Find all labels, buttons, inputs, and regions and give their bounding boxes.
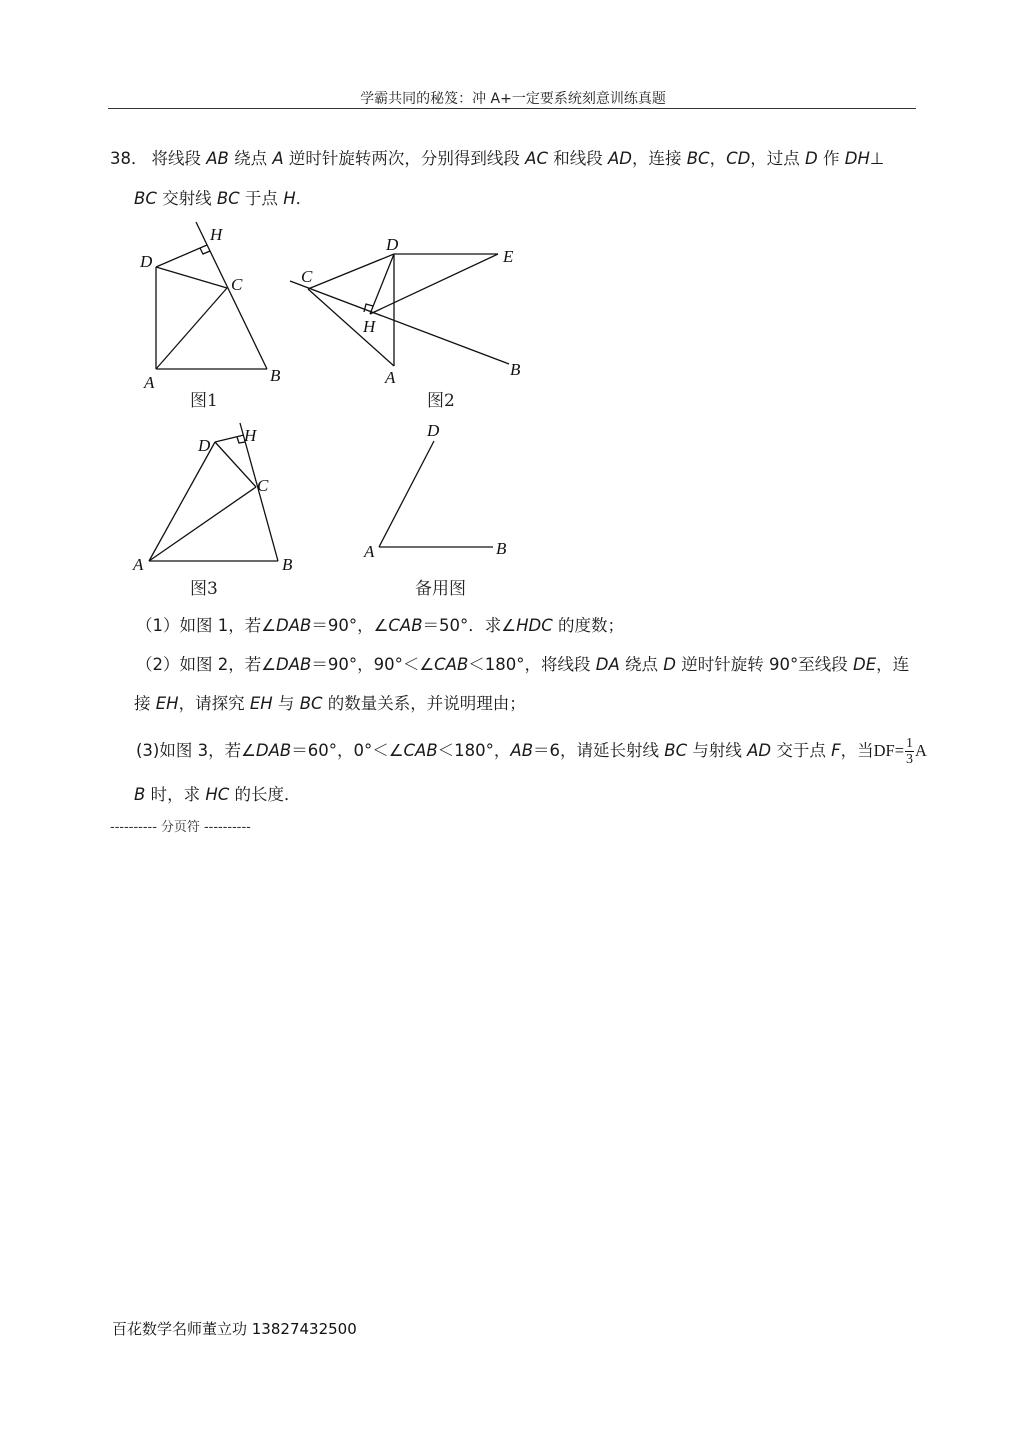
question-2-line1: [136, 651, 909, 675]
text-run: 绕点: [228, 149, 273, 168]
fig4-label-D: D: [427, 421, 440, 440]
math-symbol: B: [134, 785, 146, 804]
fig2-line-CB: [290, 281, 509, 364]
figure-spare: [355, 415, 525, 565]
text-run: ⊥: [869, 149, 885, 168]
text-run: 时，求: [145, 785, 206, 804]
fig2-caption: 图2: [427, 391, 455, 411]
text-run: 于点: [239, 189, 284, 208]
fig2-label-H: H: [363, 317, 376, 336]
math-symbol: BC: [134, 189, 157, 208]
text-run: ，连接: [631, 149, 687, 168]
question-3-line2: [134, 781, 301, 805]
math-symbol: BC: [216, 189, 240, 208]
text-run: 的数量关系，并说明理由；: [322, 694, 526, 713]
math-symbol: CAB: [388, 616, 423, 635]
text-run: 与射线: [687, 741, 748, 760]
text-run: 和线段: [547, 149, 608, 168]
math-symbol: D: [663, 655, 677, 674]
text-run: ＝6，请延长射线: [533, 741, 665, 760]
math-symbol: AD: [607, 149, 632, 168]
math-symbol: DAB: [276, 655, 312, 674]
fig3-segment-AD: [149, 442, 215, 561]
math-symbol: DAB: [255, 741, 292, 760]
fig1-label-C: C: [231, 275, 243, 294]
math-symbol: BC: [299, 694, 323, 713]
fig1-segment-AC: [156, 288, 227, 369]
fig3-segment-DC: [215, 442, 256, 487]
math-symbol: DAB: [276, 616, 312, 635]
math-symbol: F: [831, 741, 841, 760]
fig4-caption: 备用图: [415, 579, 466, 599]
math-symbol: A: [272, 149, 284, 168]
fig3-label-H: H: [244, 426, 257, 445]
fig3-label-A: A: [133, 555, 144, 574]
problem-intro-line2: [134, 185, 312, 209]
text-run: ＝90°，90°＜∠: [311, 655, 435, 674]
text-run: 交于点: [771, 741, 832, 760]
fig1-label-B: B: [270, 366, 281, 385]
math-symbol: BC: [664, 741, 688, 760]
q3-formula: DF= $\frac{1}{3}$ A: [873, 736, 927, 767]
text-run: ，过点: [750, 149, 806, 168]
fig2-segment-CD: [308, 254, 394, 289]
text-run: 逆时针旋转 90°至线段: [676, 655, 853, 674]
math-symbol: D: [805, 149, 818, 168]
fig1-ray-BC: [196, 222, 267, 369]
text-run: （1）如图 1，若∠: [136, 616, 277, 635]
fig4-segment-AD: [379, 441, 434, 547]
math-symbol: EH: [155, 694, 179, 713]
problem-intro-line1: [110, 145, 884, 169]
fig2-label-B: B: [510, 360, 521, 379]
text-run: 将线段: [151, 149, 207, 168]
text-run: ，当: [840, 741, 874, 760]
figure-3: [125, 415, 305, 580]
text-run: ，: [709, 149, 727, 168]
math-symbol: CD: [726, 149, 751, 168]
text-run: 作: [817, 149, 845, 168]
fig2-segment-AC: [308, 289, 394, 366]
fig2-segment-EH: [370, 254, 498, 314]
math-symbol: AB: [206, 149, 229, 168]
fig1-label-A: A: [144, 373, 155, 392]
math-symbol: HDC: [516, 616, 553, 635]
text-run: 交射线: [156, 189, 217, 208]
fig1-segment-DC: [156, 267, 227, 288]
page-break-marker: ---------- 分页符 ----------: [110, 820, 251, 835]
text-run: 与: [272, 694, 300, 713]
fig1-caption: 图1: [190, 391, 218, 411]
fig3-segment-AC: [149, 487, 256, 561]
fig4-label-A: A: [364, 542, 375, 561]
text-run: 接: [134, 694, 156, 713]
figure-1: [130, 215, 300, 410]
math-symbol: AD: [747, 741, 772, 760]
text-run: ＝60°，0°＜∠: [291, 741, 404, 760]
header-divider: [108, 108, 916, 109]
text-run: ，连: [876, 655, 910, 674]
fig2-label-D: D: [386, 235, 399, 254]
fig4-label-B: B: [496, 539, 507, 558]
math-symbol: AC: [525, 149, 548, 168]
text-run: ＜180°，将线段: [468, 655, 596, 674]
text-run: ＝50°．求∠: [422, 616, 517, 635]
fig1-label-H: H: [210, 225, 223, 244]
fig3-segment-DH: [215, 435, 244, 442]
fig3-caption: 图3: [190, 579, 218, 599]
text-run: (3)如图 3，若∠: [136, 741, 256, 760]
problem-number: 38．: [110, 149, 148, 168]
math-symbol: EH: [249, 694, 273, 713]
page-header: 学霸共同的秘笈：冲 A+一定要系统刻意训练真题: [360, 91, 666, 107]
fig3-label-C: C: [257, 476, 269, 495]
math-symbol: CAB: [403, 741, 438, 760]
math-symbol: AB: [510, 741, 534, 760]
math-symbol: BC: [686, 149, 710, 168]
fig2-label-E: E: [503, 247, 514, 266]
fig2-label-A: A: [385, 368, 396, 387]
text-run: ＜180°，: [437, 741, 511, 760]
text-run: ，请探究: [178, 694, 250, 713]
math-symbol: HC: [205, 785, 230, 804]
q3-fraction: $\frac{1}{3}$: [906, 736, 914, 767]
math-symbol: DA: [595, 655, 620, 674]
text-run: 绕点: [619, 655, 664, 674]
math-symbol: DE: [853, 655, 877, 674]
question-2-line2: [134, 690, 526, 714]
math-symbol: DH: [844, 149, 870, 168]
text-run: 的度数；: [552, 616, 624, 635]
text-run: 的长度．: [229, 785, 301, 804]
text-run: ＝90°，∠: [311, 616, 389, 635]
question-1: [136, 612, 624, 636]
fig3-label-D: D: [198, 436, 211, 455]
math-symbol: H: [283, 189, 296, 208]
fig2-label-C: C: [301, 267, 313, 286]
fig1-label-D: D: [140, 252, 153, 271]
text-run: 逆时针旋转两次，分别得到线段: [283, 149, 526, 168]
text-run: ．: [295, 189, 313, 208]
page-footer: 百花数学名师董立功 13827432500: [112, 1320, 357, 1338]
question-3-line1: [136, 736, 927, 767]
text-run: （2）如图 2，若∠: [136, 655, 277, 674]
fig3-label-B: B: [282, 555, 293, 574]
math-symbol: CAB: [434, 655, 469, 674]
fig1-segment-DH: [156, 245, 207, 267]
figure-2: [285, 232, 535, 392]
